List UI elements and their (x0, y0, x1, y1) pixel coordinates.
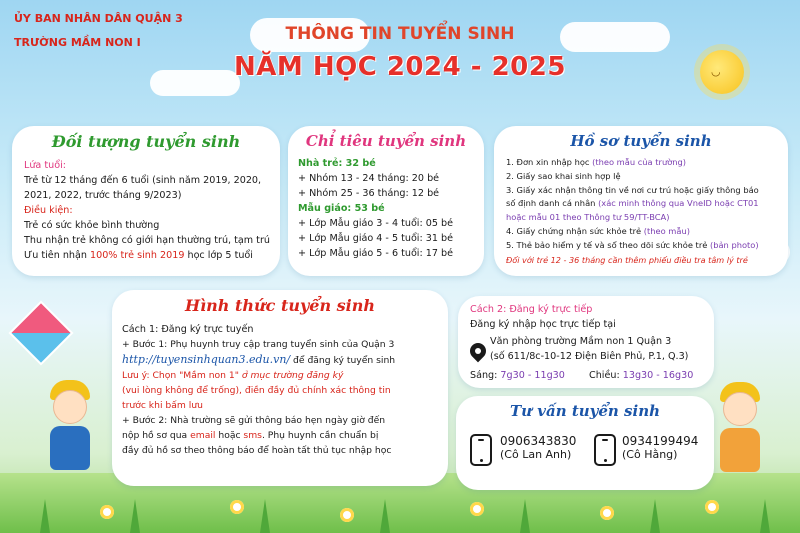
doi-tuong-title: Đối tượng tuyển sinh (51, 132, 241, 151)
sms-highlight: sms (243, 430, 262, 441)
morning-label: Sáng: (470, 370, 501, 381)
mau-giao-total: Mẫu giáo: 53 bé (298, 203, 385, 214)
document-item (506, 239, 759, 253)
contact-phone[interactable]: 0934199494 (622, 434, 699, 448)
document-item (506, 225, 759, 239)
grass-blade (260, 499, 270, 533)
flower-icon (600, 506, 614, 520)
step-1-tail: để đăng ký tuyển sinh (290, 355, 396, 366)
phone-icon (594, 434, 616, 466)
grass-blade (130, 499, 140, 533)
document-item (506, 197, 759, 211)
quota-item: + Lớp Mẫu giáo 5 - 6 tuổi: 17 bé (298, 248, 454, 259)
method-2-label: Cách 2: Đăng ký trực tiếp (470, 304, 593, 315)
school-address: (số 611/8c-10-12 Điện Biên Phủ, P.1, Q.3) (490, 351, 689, 362)
step-2-text: . Phụ huynh cần chuẩn bị (261, 430, 379, 441)
flower-icon (100, 505, 114, 519)
condition-line: Thu nhận trẻ không có giới hạn thường trú, tạm trú (24, 235, 270, 246)
grass-blade (380, 499, 390, 533)
school-address: Văn phòng trường Mầm non 1 Quận 3 (490, 336, 672, 347)
office-hours (470, 368, 693, 383)
priority-highlight: 100% trẻ sinh 2019 (90, 250, 185, 261)
child-illustration (712, 382, 772, 492)
condition-text: Ưu tiên nhận (24, 250, 90, 261)
condition-label: Điều kiện: (24, 205, 73, 216)
step-2-line (122, 428, 395, 443)
afternoon-label: Chiều: (589, 370, 623, 381)
condition-text: học lớp 5 tuổi (184, 250, 253, 261)
condition-line: Trẻ có sức khỏe bình thường (24, 220, 160, 231)
document-item (506, 156, 759, 170)
quota-item: + Lớp Mẫu giáo 3 - 4 tuổi: 05 bé (298, 218, 454, 229)
step-1: + Bước 1: Phụ huynh truy cập trang tuyển sinh của Quận 3 (122, 339, 395, 350)
child-illustration (42, 380, 102, 490)
document-item: 3. Giấy xác nhận thông tin về nơi cư trú hoặc giấy thông báo (506, 184, 759, 195)
cach-2-card (458, 296, 714, 388)
age-line: Trẻ từ 12 tháng đến 6 tuổi (sinh năm 2019, 2020, (24, 175, 262, 186)
age-line: 2021, 2022, trước tháng 9/2023) (24, 190, 182, 201)
step-2: + Bước 2: Nhà trường sẽ gửi thông báo hẹn ngày giờ đến (122, 415, 386, 426)
document-note: (theo mẫu) (643, 225, 690, 236)
chi-tieu-title: Chỉ tiêu tuyển sinh (305, 132, 467, 150)
afternoon-time: 13g30 - 16g30 (622, 370, 694, 381)
tu-van-card (456, 396, 714, 490)
note-line: (vui lòng không để trống), điền đầy đủ chính xác thông tin (122, 385, 391, 396)
method-2-line: Đăng ký nhập học trực tiếp tại (470, 319, 616, 330)
document-text: số định danh cá nhân (506, 198, 599, 209)
quota-item: + Nhóm 13 - 24 tháng: 20 bé (298, 173, 440, 184)
doi-tuong-card (12, 126, 280, 276)
flower-icon (705, 500, 719, 514)
note-line: trước khi bấm lưu (122, 400, 203, 411)
flower-icon (230, 500, 244, 514)
hinh-thuc-card (112, 290, 448, 486)
note-text: ở mục trường đăng ký (238, 370, 344, 381)
document-extra-note: Đối với trẻ 12 - 36 tháng cần thêm phiếu điều tra tâm lý trẻ (506, 254, 748, 265)
chi-tieu-card (288, 126, 484, 276)
step-2-text: hoặc (215, 430, 244, 441)
condition-line (24, 248, 270, 263)
document-text: 4. Giấy chứng nhận sức khỏe trẻ (506, 225, 644, 236)
grass-blade (40, 499, 50, 533)
document-note: (bản photo) (709, 239, 759, 250)
nha-tre-total: Nhà trẻ: 32 bé (298, 158, 376, 169)
tu-van-title: Tư vấn tuyển sinh (509, 402, 661, 420)
kite-icon (8, 300, 73, 365)
document-note: hoặc mẫu 01 theo Thông tư 59/TT-BCA) (506, 212, 670, 223)
grass-blade (650, 499, 660, 533)
method-1-label: Cách 1: Đăng ký trực tuyến (122, 324, 254, 335)
phone-icon (470, 434, 492, 466)
email-highlight: email (190, 430, 216, 441)
document-item: 2. Giấy sao khai sinh hợp lệ (506, 170, 621, 181)
flower-icon (470, 502, 484, 516)
morning-time: 7g30 - 11g30 (500, 370, 565, 381)
document-note: (theo mẫu của trường) (592, 157, 687, 167)
step-2-line: đầy đủ hồ sơ theo thông báo để hoàn tất thủ tục nhập học (122, 445, 392, 456)
registration-link[interactable]: http://tuyensinhquan3.edu.vn/ (122, 353, 291, 366)
flower-icon (340, 508, 354, 522)
ho-so-title: Hồ sơ tuyển sinh (570, 132, 712, 150)
org-name: ỦY BAN NHÂN DÂN QUẬN 3 (14, 12, 183, 25)
quota-item: + Nhóm 25 - 36 tháng: 12 bé (298, 188, 440, 199)
page-subtitle: THÔNG TIN TUYỂN SINH (285, 24, 515, 44)
age-label: Lứa tuổi: (24, 160, 66, 171)
document-note: (xác minh thông qua VneID hoặc CT01 (598, 198, 759, 209)
note-line (122, 368, 395, 383)
note-text: Lưu ý: Chọn "Mầm non 1" (122, 370, 239, 381)
step-1-link-line (122, 352, 395, 368)
ho-so-card (494, 126, 788, 276)
page-title: NĂM HỌC 2024 - 2025 (234, 52, 566, 82)
contact-name: (Cô Lan Anh) (500, 448, 572, 461)
document-text: 1. Đơn xin nhập học (506, 157, 593, 167)
contact-phone[interactable]: 0906343830 (500, 434, 577, 448)
contact-name: (Cô Hằng) (622, 448, 678, 461)
quota-item: + Lớp Mẫu giáo 4 - 5 tuổi: 31 bé (298, 233, 454, 244)
hinh-thuc-title: Hình thức tuyển sinh (184, 296, 376, 315)
grass-blade (760, 499, 770, 533)
sun-icon: ◡ (700, 50, 744, 94)
step-2-text: nộp hồ sơ qua (122, 430, 191, 441)
document-text: 5. Thẻ bảo hiểm y tế và sổ theo dõi sức khỏe trẻ (506, 239, 710, 250)
school-name: TRƯỜNG MẦM NON I (14, 36, 141, 49)
grass-blade (520, 499, 530, 533)
